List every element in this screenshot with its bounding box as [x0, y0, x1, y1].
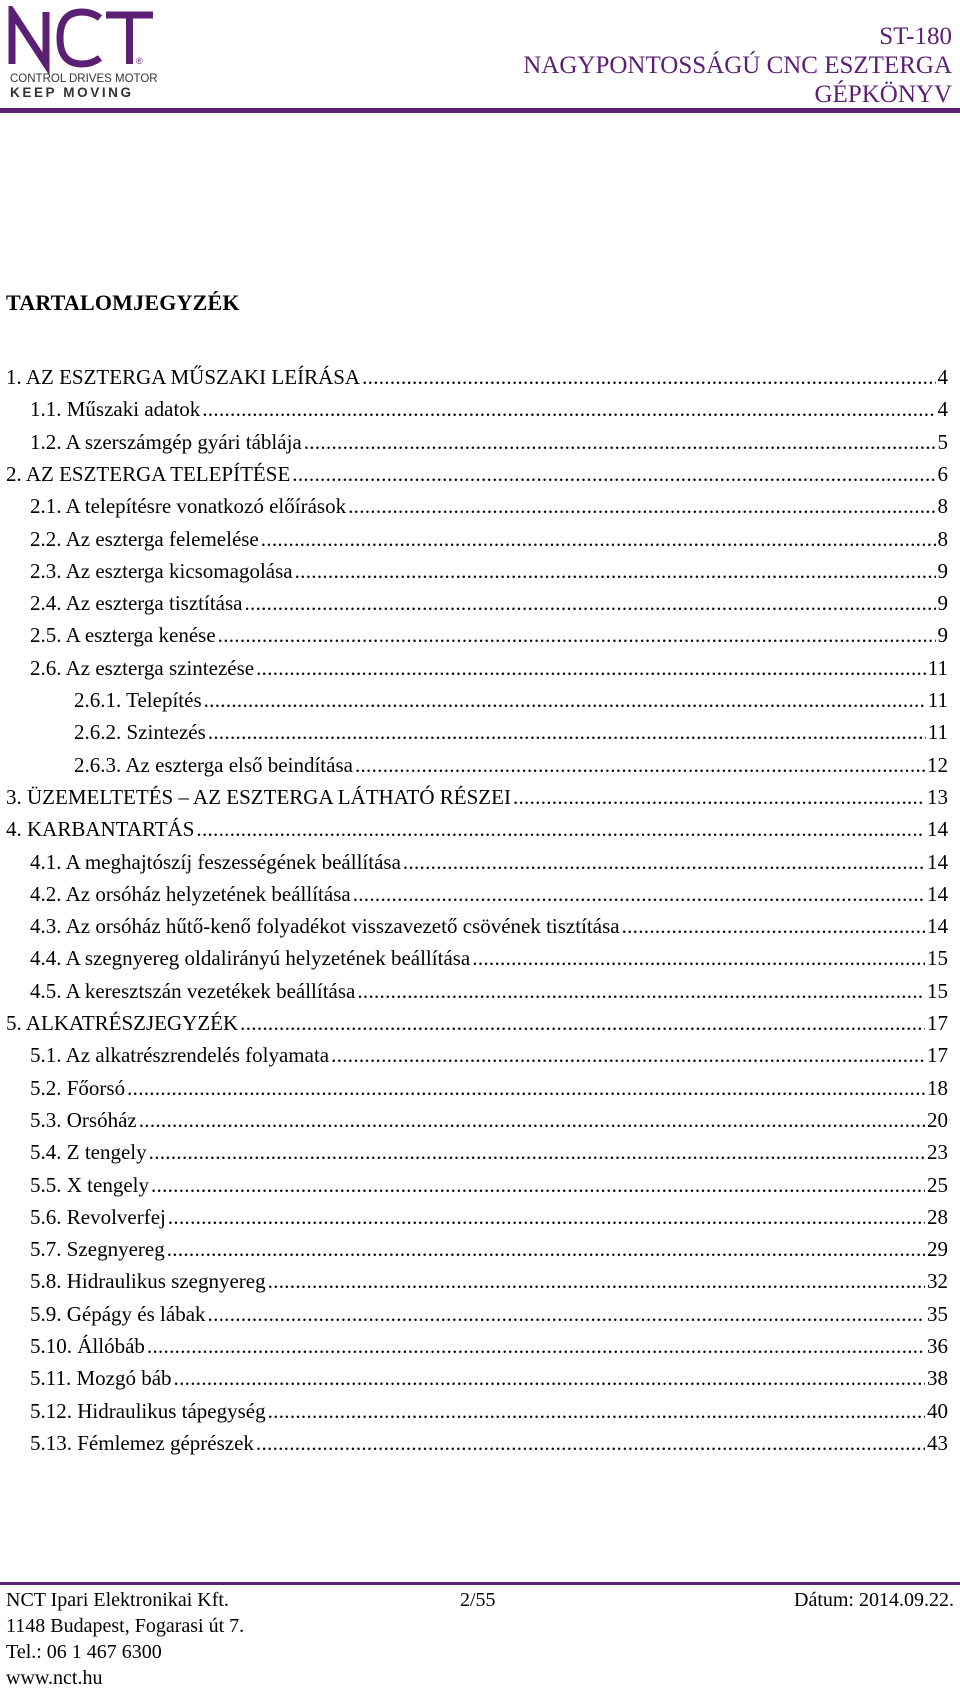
- toc-entry-label: 5.4. Z tengely: [30, 1140, 147, 1165]
- toc-entry-label: 4.1. A meghajtószíj feszességének beállítása: [30, 849, 401, 874]
- toc-entry-label: 5.2. Főorsó: [30, 1075, 126, 1100]
- toc-entry-label: 5.9. Gépágy és lábak: [30, 1301, 206, 1326]
- toc-entry-page: 11: [927, 720, 948, 745]
- toc-entry-label: 2.5. A eszterga kenése: [30, 623, 216, 648]
- toc-entry[interactable]: [30, 556, 948, 586]
- toc-entry-page: 20: [927, 1107, 948, 1132]
- toc-leader-dots: [261, 524, 936, 554]
- toc-entry[interactable]: [30, 1137, 948, 1167]
- toc-entry-label: 4.4. A szegnyereg oldalirányú helyzetének beállítása: [30, 946, 471, 971]
- toc-entry-label: 5. ALKATRÉSZJEGYZÉK: [6, 1011, 239, 1035]
- toc-entry-page: 14: [927, 817, 948, 842]
- toc-entry-page: 4: [937, 365, 948, 389]
- toc-entry-label: 2.6. Az eszterga szintezése: [30, 655, 255, 680]
- toc-entry-label: 2.6.3. Az eszterga első beindítása: [74, 752, 353, 777]
- toc-entry-label: 5.6. Revolverfej: [30, 1204, 166, 1229]
- toc-leader-dots: [256, 1428, 925, 1458]
- manual-type: GÉPKÖNYV: [814, 81, 952, 108]
- toc-entry-page: 5: [937, 429, 948, 454]
- toc-entry[interactable]: [30, 911, 948, 941]
- toc-entry[interactable]: [30, 847, 948, 877]
- toc-leader-dots: [357, 976, 925, 1006]
- toc-entry-label: 2.1. A telepítésre vonatkozó előírások: [30, 494, 347, 519]
- footer-phone: Tel.: 06 1 467 6300: [6, 1641, 162, 1663]
- toc-entry[interactable]: [30, 1428, 948, 1458]
- footer-company: NCT Ipari Elektronikai Kft.: [6, 1589, 229, 1611]
- toc-leader-dots: [331, 1040, 925, 1070]
- toc-entry-label: 2.4. Az eszterga tisztítása: [30, 591, 243, 616]
- toc-leader-dots: [204, 685, 926, 715]
- toc-entry-label: 4. KARBANTARTÁS: [6, 817, 195, 842]
- toc-entry-label: 2.6.2. Szintezés: [74, 720, 206, 745]
- toc-leader-dots: [202, 394, 935, 424]
- logo-tagline: CONTROL DRIVES MOTORS: [10, 73, 158, 85]
- toc-entry-page: 12: [927, 752, 948, 777]
- nct-logo: [8, 6, 158, 106]
- footer-page-number: 2/55: [460, 1589, 496, 1611]
- toc-leader-dots: [174, 1363, 925, 1393]
- footer-date: Dátum: 2014.09.22.: [794, 1589, 954, 1611]
- toc-leader-dots: [348, 491, 935, 521]
- toc-leader-dots: [256, 653, 926, 683]
- toc-entry-page: 40: [927, 1398, 948, 1423]
- toc-entry-page: 32: [927, 1269, 948, 1294]
- toc-entry[interactable]: [30, 394, 948, 424]
- toc-entry-label: 5.8. Hidraulikus szegnyereg: [30, 1269, 266, 1294]
- toc-entry-label: 5.7. Szegnyereg: [30, 1237, 165, 1262]
- toc-leader-dots: [244, 588, 935, 618]
- toc-entry-label: 1.1. Műszaki adatok: [30, 397, 201, 422]
- toc-entry[interactable]: [30, 943, 948, 973]
- toc-entry[interactable]: [30, 1105, 948, 1135]
- toc-leader-dots: [139, 1105, 925, 1135]
- toc-title: TARTALOMJEGYZÉK: [6, 290, 240, 315]
- toc-leader-dots: [304, 427, 936, 457]
- toc-entry[interactable]: [30, 1202, 948, 1232]
- toc-entry-page: 11: [927, 655, 948, 680]
- toc-entry-label: 5.12. Hidraulikus tápegység: [30, 1398, 266, 1423]
- document-header: [523, 22, 952, 109]
- toc-entry[interactable]: [30, 588, 948, 618]
- toc-entry-page: 15: [927, 946, 948, 971]
- machine-title: NAGYPONTOSSÁGÚ CNC ESZTERGA: [523, 52, 952, 79]
- toc-entry-label: 5.13. Fémlemez géprészek: [30, 1430, 254, 1455]
- toc-entry[interactable]: [6, 1008, 948, 1038]
- toc-entry[interactable]: [30, 1266, 948, 1296]
- toc-entry-page: 25: [927, 1172, 948, 1197]
- toc-entry[interactable]: [30, 1234, 948, 1264]
- logo-slogan: KEEP MOVING: [10, 85, 134, 100]
- toc-entry[interactable]: [30, 1170, 948, 1200]
- toc-leader-dots: [208, 717, 926, 747]
- toc-entry-page: 14: [927, 914, 948, 939]
- toc-leader-dots: [196, 814, 925, 844]
- toc-entry[interactable]: [30, 1363, 948, 1393]
- toc-entry[interactable]: [30, 976, 948, 1006]
- toc-entry-page: 14: [927, 849, 948, 874]
- toc-entry[interactable]: [6, 362, 948, 392]
- toc-entry[interactable]: [6, 814, 948, 844]
- toc-entry[interactable]: [30, 491, 948, 521]
- toc-leader-dots: [168, 1202, 925, 1232]
- toc-entry[interactable]: [30, 653, 948, 683]
- toc-entry-page: 35: [927, 1301, 948, 1326]
- toc-entry-page: 8: [937, 526, 948, 551]
- registered-mark: ®: [136, 56, 143, 66]
- toc-entry-page: 9: [937, 591, 948, 616]
- toc-entry-page: 4: [937, 397, 948, 422]
- toc-entry-page: 28: [927, 1204, 948, 1229]
- toc-leader-dots: [147, 1331, 925, 1361]
- toc-entry[interactable]: [30, 427, 948, 457]
- toc-leader-dots: [292, 459, 935, 489]
- toc-entry-label: 2.6.1. Telepítés: [74, 688, 202, 712]
- footer-divider: [0, 1582, 960, 1585]
- toc-entry[interactable]: [6, 459, 948, 489]
- page-footer: [6, 1587, 954, 1691]
- header-divider: [0, 108, 960, 113]
- toc-entry-page: 11: [927, 688, 948, 712]
- toc-entry-label: 4.5. A keresztszán vezetékek beállítása: [30, 978, 356, 1003]
- toc-entry-label: 2.3. Az eszterga kicsomagolása: [30, 558, 293, 583]
- toc-entry[interactable]: [30, 620, 948, 650]
- toc-entry-page: 23: [927, 1140, 948, 1165]
- toc-entry-page: 38: [927, 1366, 948, 1391]
- model-code: ST-180: [879, 23, 952, 50]
- toc-entry-label: 4.2. Az orsóház helyzetének beállítása: [30, 881, 351, 906]
- toc-leader-dots: [622, 911, 925, 941]
- toc-leader-dots: [208, 1299, 925, 1329]
- toc-leader-dots: [151, 1170, 925, 1200]
- toc-entry-label: 5.1. Az alkatrészrendelés folyamata: [30, 1043, 330, 1068]
- toc-leader-dots: [218, 620, 936, 650]
- toc-entry-page: 43: [927, 1430, 948, 1455]
- toc-leader-dots: [127, 1073, 925, 1103]
- toc-entry[interactable]: [30, 1299, 948, 1329]
- toc-entry-label: 1.2. A szerszámgép gyári táblája: [30, 429, 302, 454]
- toc-entry-label: 5.5. X tengely: [30, 1172, 149, 1197]
- toc-leader-dots: [472, 943, 925, 973]
- toc-entry-label: 5.3. Orsóház: [30, 1107, 137, 1132]
- toc-leader-dots: [362, 362, 935, 392]
- toc-entry-page: 17: [927, 1043, 948, 1068]
- toc-entry[interactable]: [30, 1396, 948, 1426]
- toc-entry-label: 2.2. Az eszterga felemelése: [30, 526, 259, 551]
- footer-website[interactable]: www.nct.hu: [6, 1667, 103, 1689]
- toc-entry[interactable]: [30, 879, 948, 909]
- toc-leader-dots: [268, 1396, 925, 1426]
- toc-leader-dots: [403, 847, 925, 877]
- toc-entry-label: 4.3. Az orsóház hűtő-kenő folyadékot visszavezető csövének tisztítása: [30, 914, 620, 939]
- toc-entry-page: 17: [927, 1011, 948, 1035]
- toc-entry-label: 5.11. Mozgó báb: [30, 1366, 172, 1391]
- toc-entry[interactable]: [6, 782, 948, 812]
- toc-entry[interactable]: [30, 1331, 948, 1361]
- toc-entry-page: 8: [937, 494, 948, 519]
- toc-entry-page: 15: [927, 978, 948, 1003]
- toc-entry[interactable]: [74, 685, 948, 715]
- toc-entry-label: 5.10. Állóbáb: [30, 1334, 145, 1358]
- toc-leader-dots: [295, 556, 936, 586]
- toc-entry-page: 29: [927, 1237, 948, 1262]
- toc-leader-dots: [268, 1266, 925, 1296]
- toc-entry-label: 2. AZ ESZTERGA TELEPÍTÉSE: [6, 461, 291, 486]
- toc-leader-dots: [240, 1008, 925, 1038]
- toc-entry-page: 14: [927, 881, 948, 906]
- toc-entry[interactable]: [30, 1073, 948, 1103]
- toc-entry[interactable]: [30, 524, 948, 554]
- toc-entry-page: 6: [937, 461, 948, 486]
- toc-entry[interactable]: [74, 717, 948, 747]
- toc-entry-page: 18: [927, 1075, 948, 1100]
- toc-entry-page: 13: [927, 784, 948, 809]
- toc-entry-page: 9: [937, 623, 948, 648]
- toc-entry-label: 3. ÜZEMELTETÉS – AZ ESZTERGA LÁTHATÓ RÉSZEI: [6, 784, 511, 809]
- toc-entry-label: 1. AZ ESZTERGA MŰSZAKI LEÍRÁSA: [6, 365, 361, 389]
- toc-entry-page: 9: [937, 558, 948, 583]
- toc-leader-dots: [167, 1234, 925, 1264]
- footer-address: 1148 Budapest, Fogarasi út 7.: [6, 1615, 245, 1637]
- toc-leader-dots: [353, 879, 925, 909]
- toc-leader-dots: [355, 750, 925, 780]
- toc-leader-dots: [513, 782, 925, 812]
- toc-entry[interactable]: [30, 1040, 948, 1070]
- toc-leader-dots: [149, 1137, 925, 1167]
- toc-entry[interactable]: [74, 750, 948, 780]
- toc-entry-page: 36: [927, 1334, 948, 1358]
